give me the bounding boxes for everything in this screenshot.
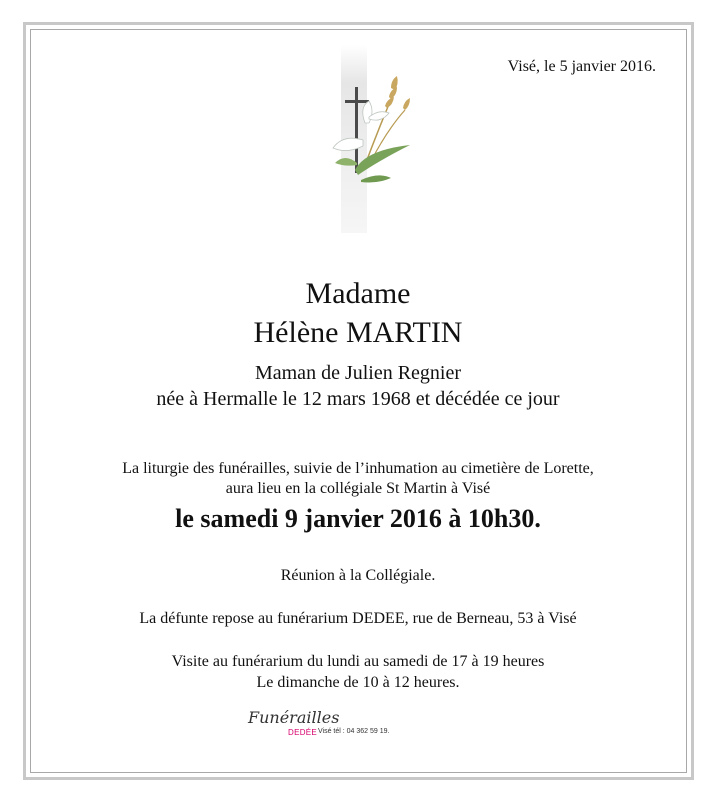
liturgy-line-2: aura lieu en la collégiale St Martin à Visé [225,480,491,497]
cross-lily-wheat-icon [325,45,415,235]
repose-line: La défunte repose au funérarium DEDEE, rue de Berneau, 53 à Visé [139,610,577,627]
logo-brand: DEDÉE [288,728,318,737]
salutation: Madame [305,277,411,310]
birth-death-line: née à Hermalle le 12 mars 1968 et décédée ce jour [156,388,560,410]
visit-hours-line-2: Le dimanche de 10 à 12 heures. [256,674,460,691]
funeral-home-logo [248,708,448,744]
visit-hours-line-1: Visite au funérarium du lundi au samedi de 17 à 19 heures [171,653,545,670]
deceased-name: Hélène MARTIN [253,316,463,349]
date-line: Visé, le 5 janvier 2016. [507,58,656,75]
logo-contact: Visé tél : 04 362 59 19. [318,728,390,735]
liturgy-line-1: La liturgie des funérailles, suivie de l’inhumation au cimetière de Lorette, [122,460,594,477]
logo-script-text: Funérailles [248,708,340,727]
reunion-line: Réunion à la Collégiale. [280,567,436,584]
ceremony-datetime: le samedi 9 janvier 2016 à 10h30. [175,504,541,533]
relation-line: Maman de Julien Regnier [254,362,462,384]
